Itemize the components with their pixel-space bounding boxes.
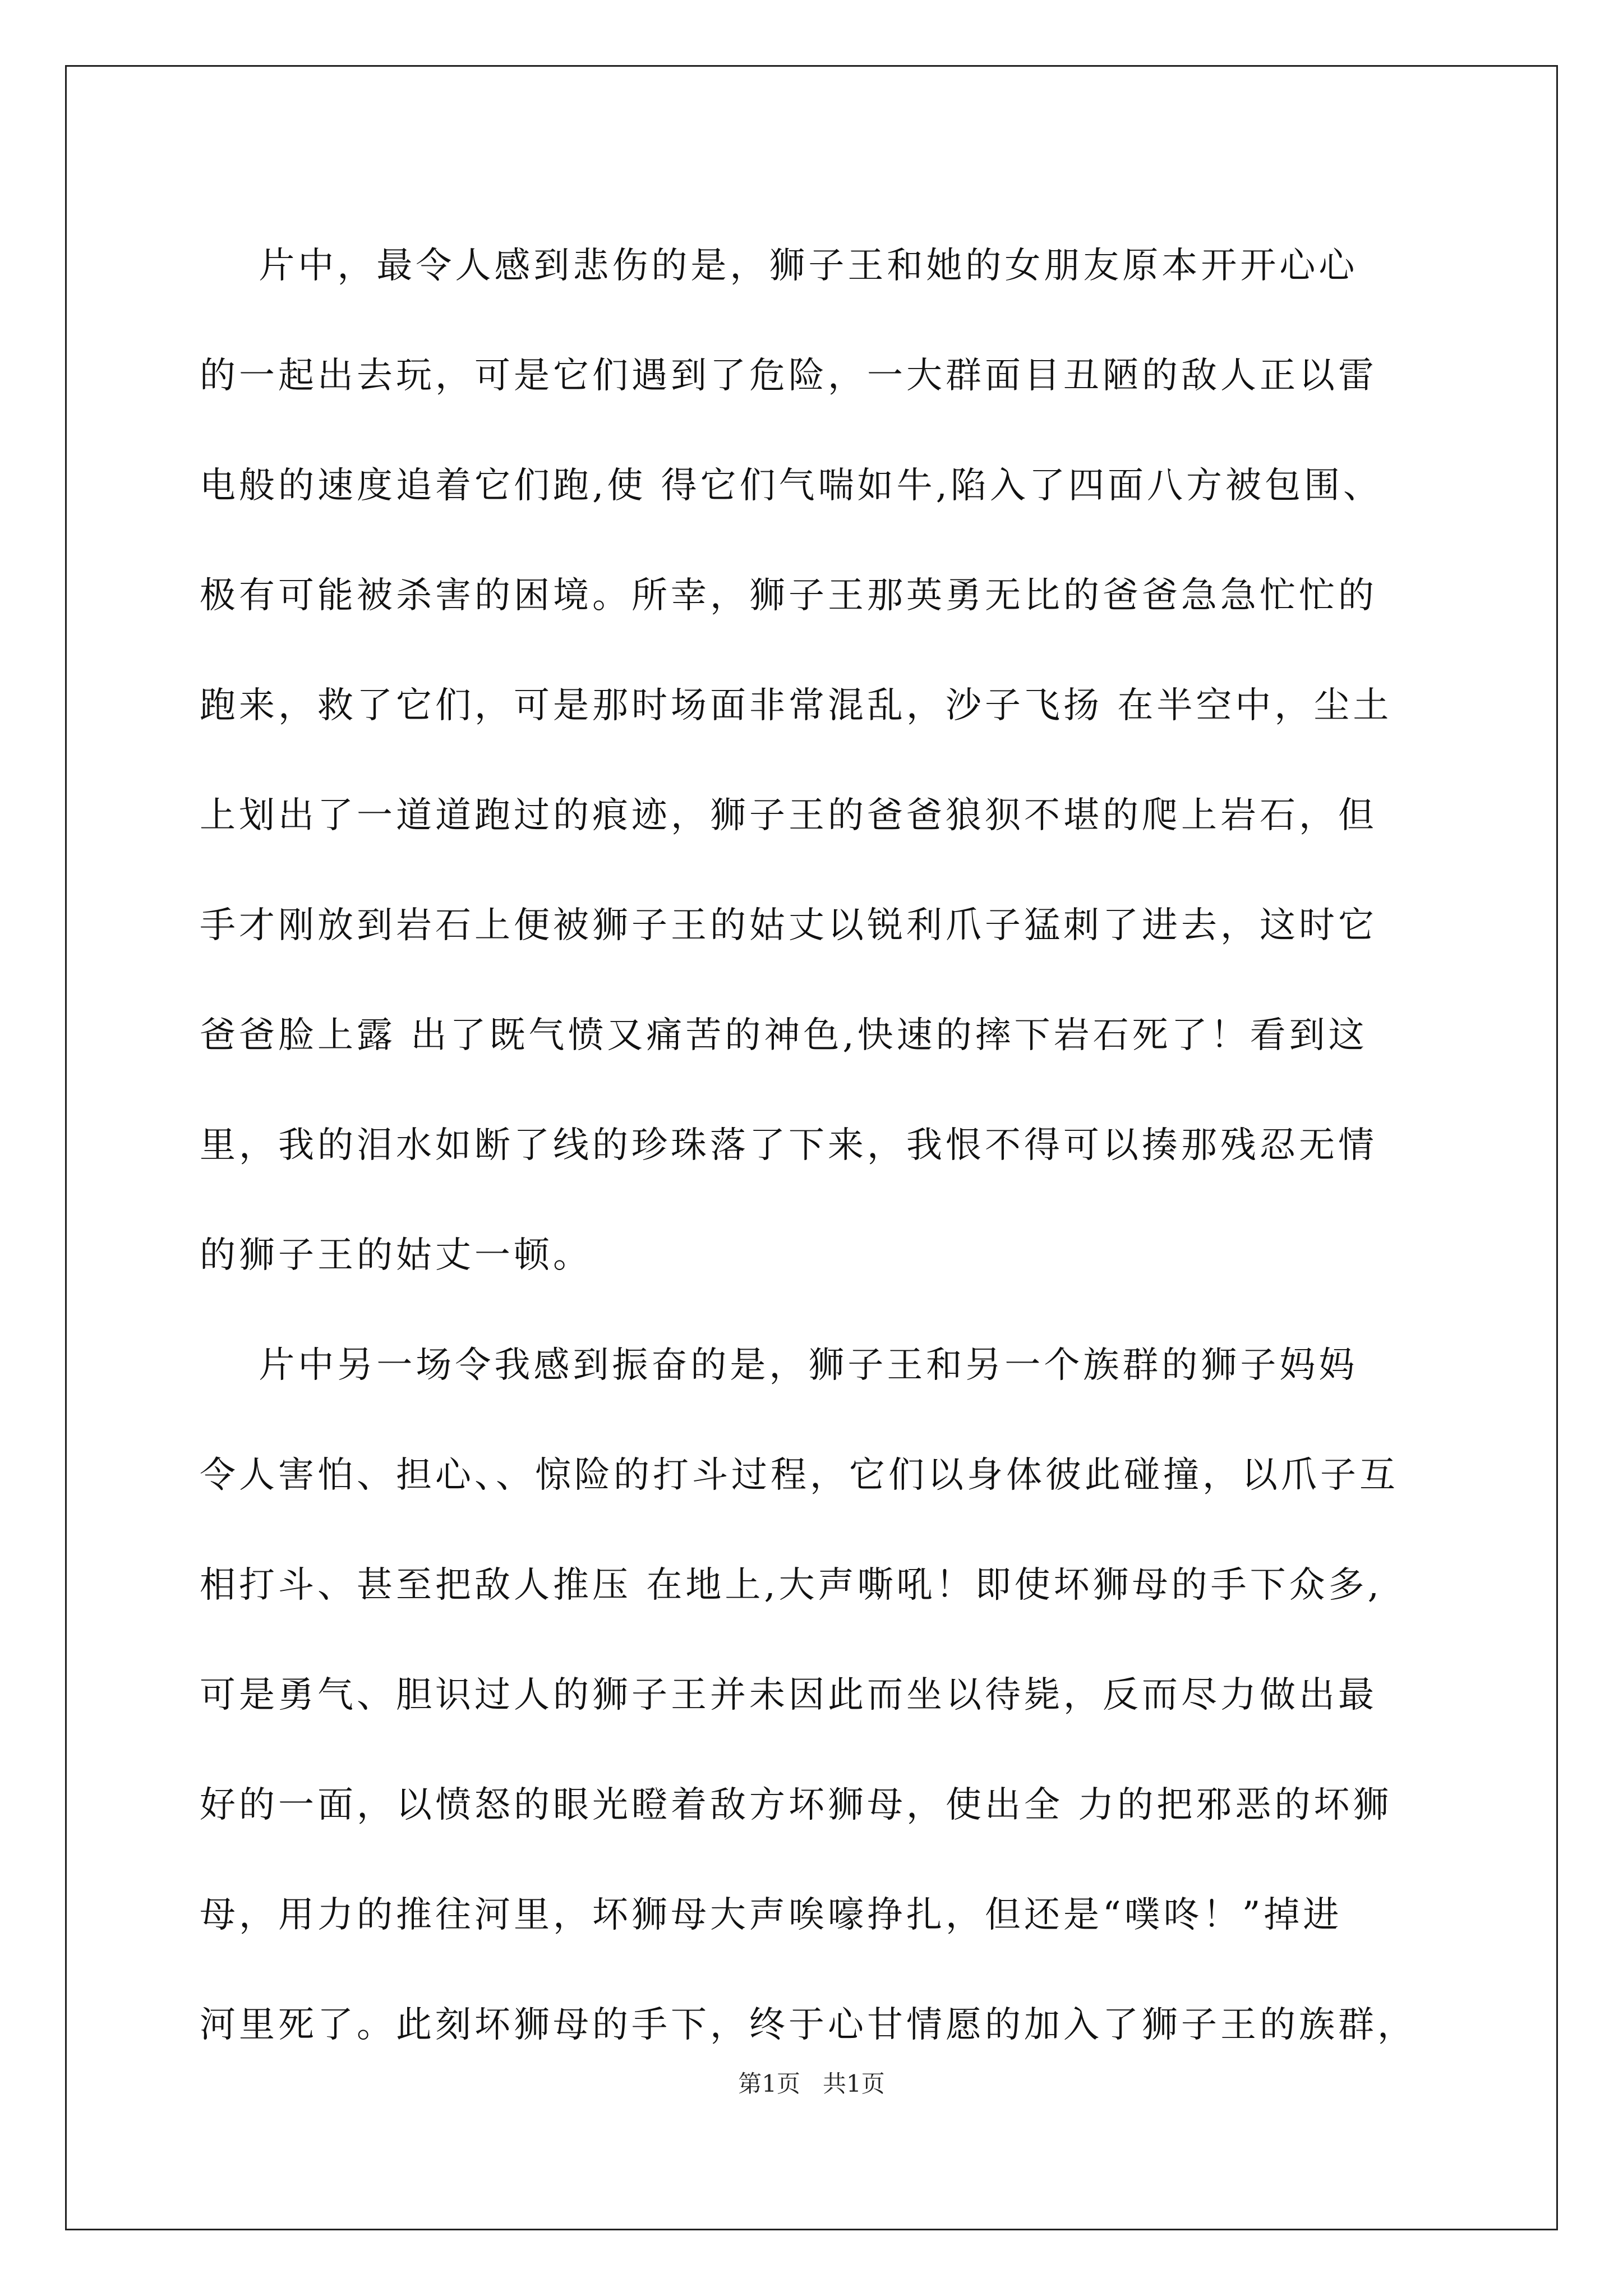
text-line: 片中另一场令我感到振奋的是，狮子王和另一个族群的狮子妈妈 <box>200 1345 1358 1386</box>
text-line: 相打斗、甚至把敌人推压 在地上,大声嘶吼！即使坏狮母的手下众多, <box>200 1565 1383 1606</box>
text-line: 跑来，救了它们，可是那时场面非常混乱，沙子飞扬 在半空中，尘土 <box>200 685 1393 726</box>
text-line: 手才刚放到岩石上便被狮子王的姑丈以锐利爪子猛刺了进去，这时它 <box>200 905 1377 946</box>
text-line: 电般的速度追着它们跑,使 得它们气喘如牛,陷入了四面八方被包围、 <box>200 465 1383 507</box>
text-line: 母，用力的推往河里，坏狮母大声唉嚎挣扎，但还是“噗咚！”掉进 <box>200 1894 1343 1936</box>
page-footer: 第1页 共1页 <box>738 2070 885 2097</box>
text-line: 爸爸脸上露 出了既气愤又痛苦的神色,快速的摔下岩石死了！看到这 <box>200 1015 1368 1056</box>
text-line: 的一起出去玩，可是它们遇到了危险，一大群面目丑陋的敌人正以雷 <box>200 355 1377 397</box>
text-line: 的狮子王的姑丈一顿。 <box>200 1235 592 1276</box>
text-line: 极有可能被杀害的困境。所幸，狮子王那英勇无比的爸爸急急忙忙的 <box>200 575 1377 616</box>
document-body <box>200 211 1433 2080</box>
text-line: 里，我的泪水如断了线的珍珠落了下来，我恨不得可以揍那残忍无情 <box>200 1125 1377 1166</box>
text-line: 可是勇气、胆识过人的狮子王并未因此而坐以待毙，反而尽力做出最 <box>200 1674 1377 1716</box>
text-line: 河里死了。此刻坏狮母的手下，终于心甘情愿的加入了狮子王的族群， <box>200 2004 1417 2046</box>
text-line: 上划出了一道道跑过的痕迹，狮子王的爸爸狼狈不堪的爬上岩石，但 <box>200 795 1377 836</box>
text-line: 片中，最令人感到悲伤的是，狮子王和她的女朋友原本开开心心 <box>200 245 1358 287</box>
text-line: 令人害怕、担心、、惊险的打斗过程，它们以身体彼此碰撞，以爪子互 <box>200 1455 1399 1496</box>
text-line: 好的一面，以愤怒的眼光瞪着敌方坏狮母，使出全 力的把邪恶的坏狮 <box>200 1784 1393 1826</box>
